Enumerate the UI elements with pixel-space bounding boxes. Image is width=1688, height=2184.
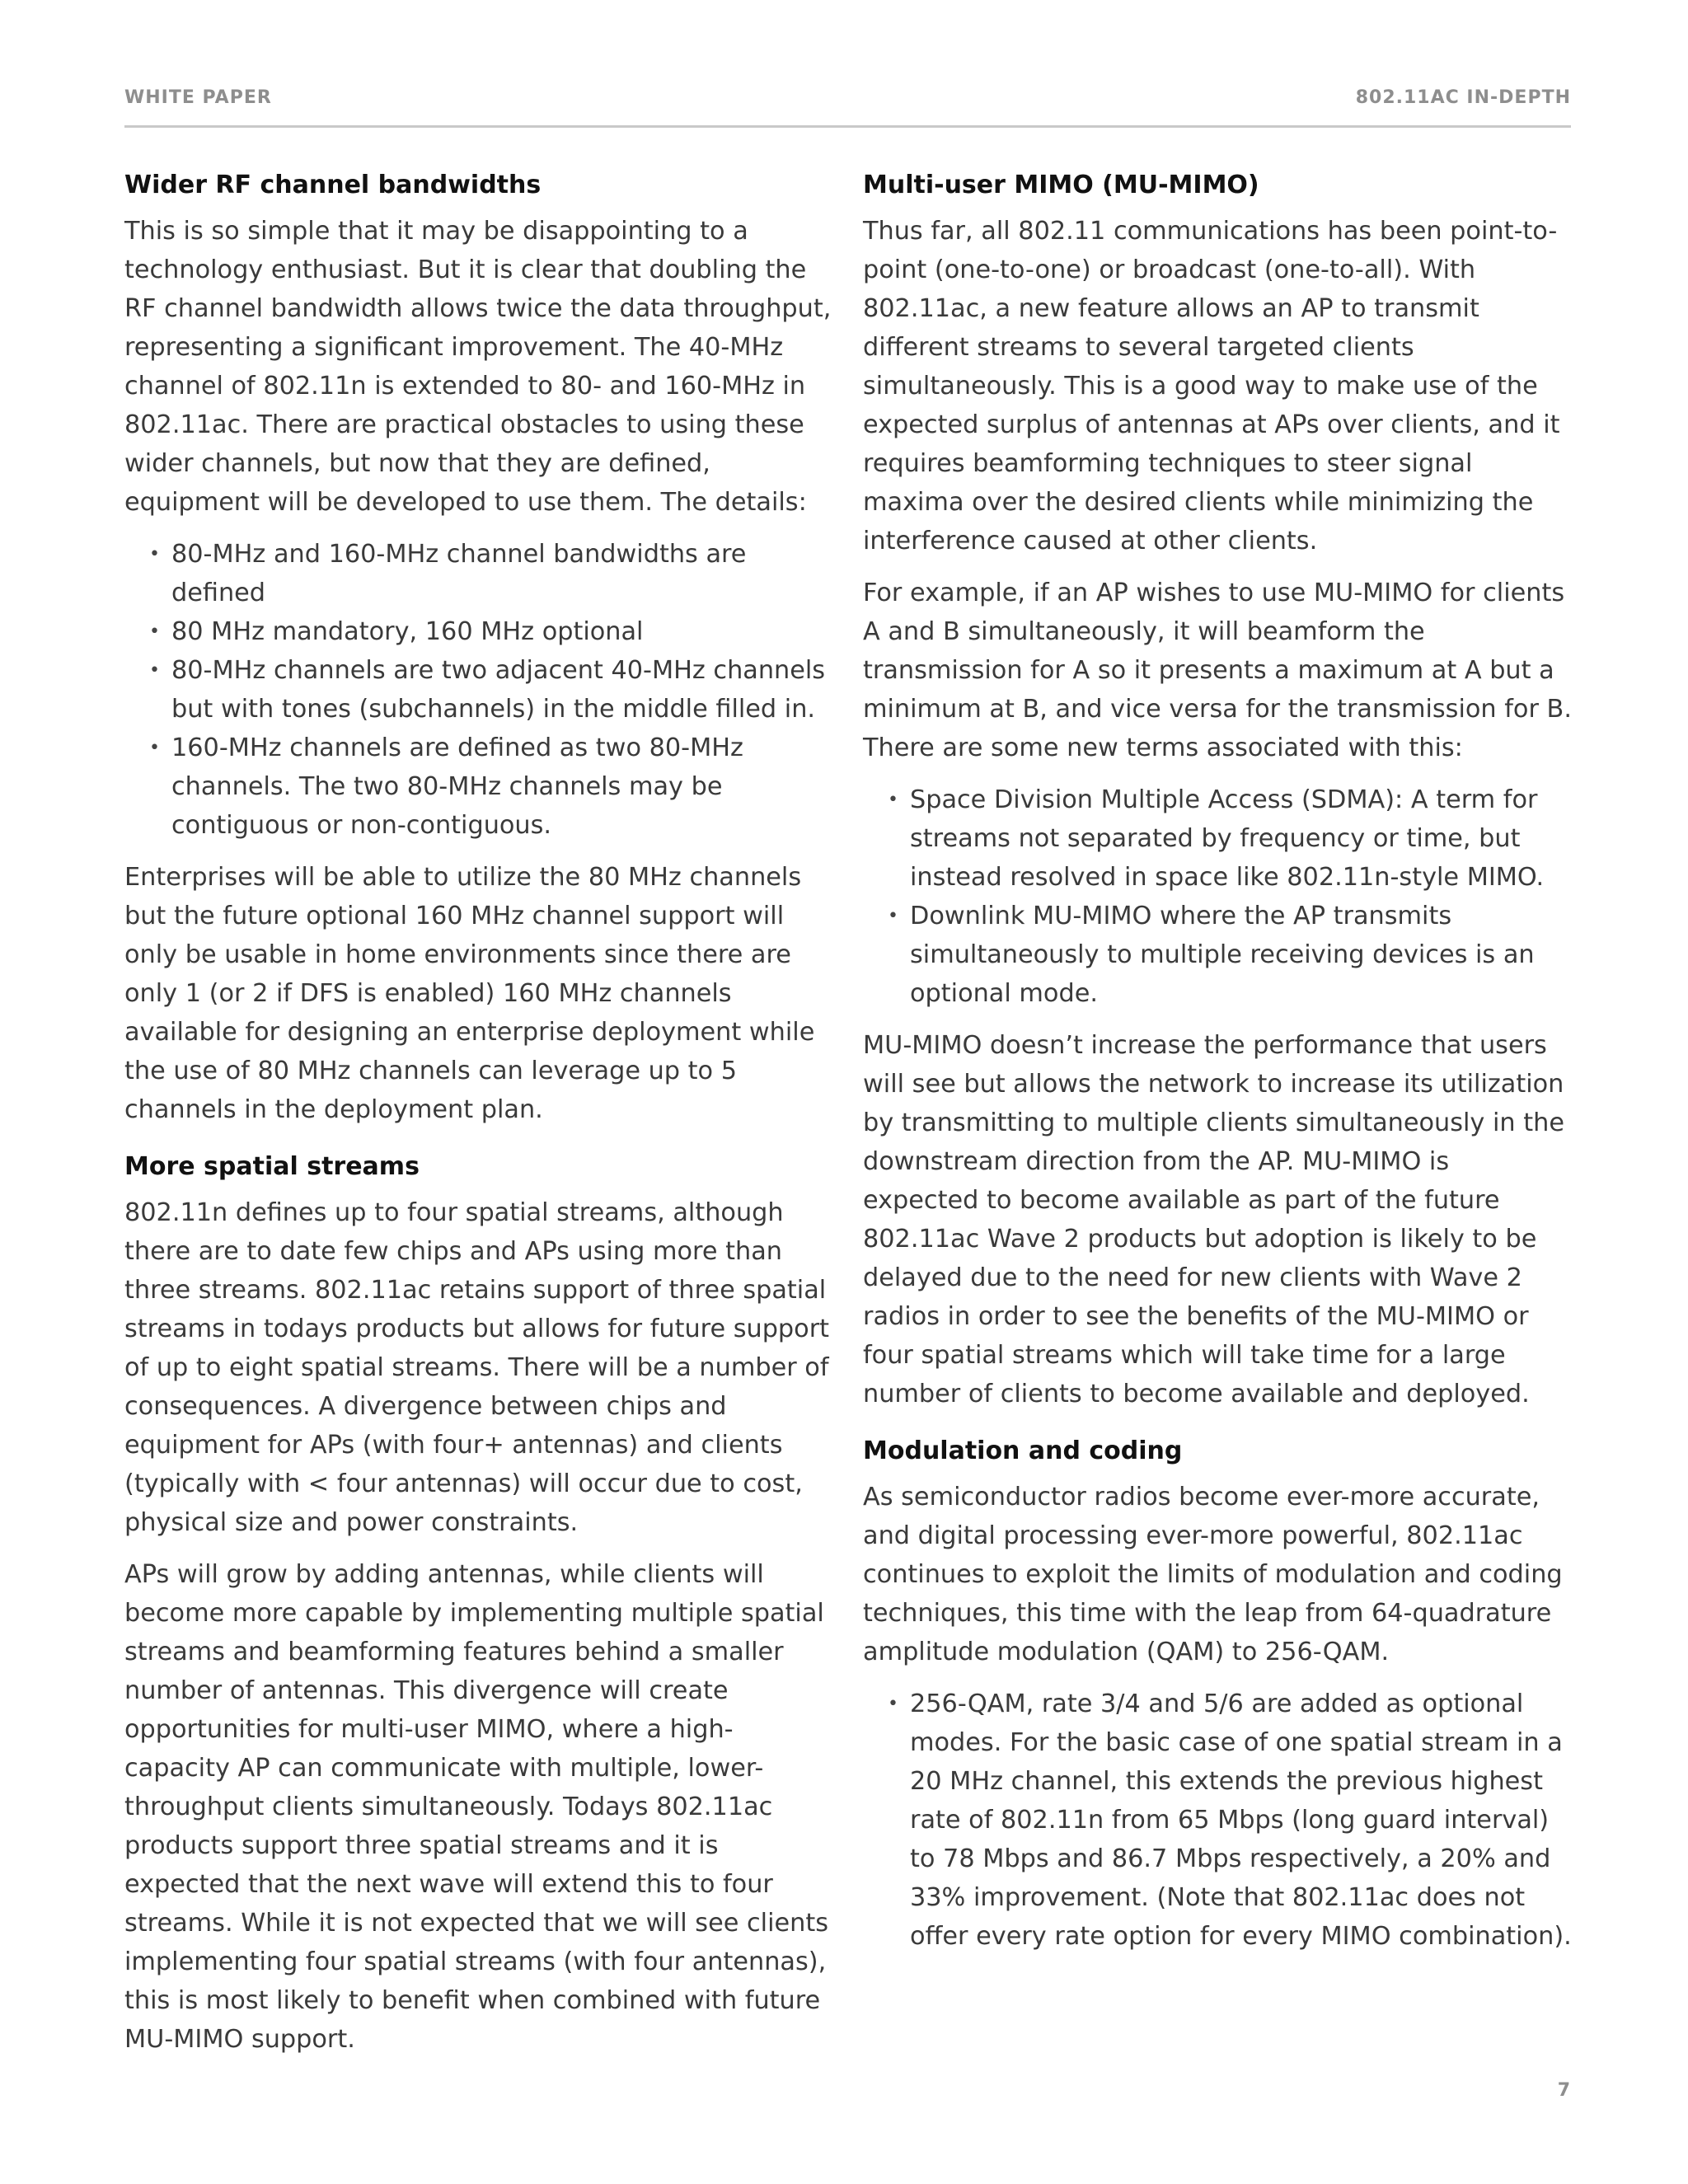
list-item: • 80 MHz mandatory, 160 MHz optional	[124, 612, 833, 651]
bullet-list	[863, 1685, 1572, 1956]
list-item: • Downlink MU-MIMO where the AP transmits simultaneously to multiple receiving devices is an optional mode.	[863, 897, 1572, 1013]
paragraph: For example, if an AP wishes to use MU-MIMO for clients A and B simultaneously, it will beamform the transmission for A so it presents a maximum at A but a minimum at B, and vice versa for the transmission for B. There are some new terms associated with this:	[863, 579, 1572, 762]
header-left-label: WHITE PAPER	[124, 87, 272, 108]
section-title-modulation: Modulation and coding	[863, 1436, 1183, 1465]
list-item: • 80-MHz channels are two adjacent 40-MHz channels but with tones (subchannels) in the middle filled in.	[124, 651, 833, 729]
list-item: • 256-QAM, rate 3/4 and 5/6 are added as optional modes. For the basic case of one spatial stream in a 20 MHz channel, this extends the previous highest rate of 802.11n from 65 Mbps (long guard interval) to 78 Mbps and 86.7 Mbps respectively, a 20% and 33% improvement. (Note that 802.11ac does not offer every rate option for every MIMO combination).	[863, 1685, 1572, 1956]
section-title-spatial-streams: More spatial streams	[124, 1152, 420, 1181]
bullet-list	[124, 535, 833, 845]
left-column	[124, 169, 833, 2072]
paragraph: Enterprises will be able to utilize the 80 MHz channels but the future optional 160 MHz channel support will only be usable in home environments since there are only 1 (or 2 if DFS is enabled) 160 MHz channels available for designing an enterprise deployment while the use of 80 MHz channels can leverage up to 5 channels in the deployment plan.	[124, 863, 815, 1124]
bullet-list	[863, 780, 1572, 1013]
paragraph: As semiconductor radios become ever-more accurate, and digital processing ever-more powerful, 802.11ac continues to exploit the limits of modulation and coding techniques, this time with the leap from 64-quadrature amplitude modulation (QAM) to 256-QAM.	[863, 1483, 1563, 1666]
paragraph: APs will grow by adding antennas, while clients will become more capable by implementing multiple spatial streams and beamforming features behind a smaller number of antennas. This divergence will create opportunities for multi-user MIMO, where a high-capacity AP can communicate with multiple, lower-throughput clients simultaneously. Todays 802.11ac products support three spatial streams and it is expected that the next wave will extend this to four streams. While it is not expected that we will see clients implementing four spatial streams (with four antennas), this is most likely to benefit when combined with future MU-MIMO support.	[124, 1560, 828, 2054]
paragraph: Thus far, all 802.11 communications has been point-to-point (one-to-one) or broadcast (one-to-all). With 802.11ac, a new feature allows an AP to transmit different streams to several targeted clients simultaneously. This is a good way to make use of the expected surplus of antennas at APs over clients, and it requires beamforming techniques to steer signal maxima over the desired clients while minimizing the interference caused at other clients.	[863, 217, 1560, 555]
header-right-label: 802.11AC IN-DEPTH	[1355, 87, 1571, 108]
list-item: • Space Division Multiple Access (SDMA): A term for streams not separated by frequency or time, but instead resolved in space like 802.11n-style MIMO.	[863, 780, 1572, 897]
paragraph: This is so simple that it may be disappointing to a technology enthusiast. But it is clear that doubling the RF channel bandwidth allows twice the data throughput, representing a significant improvement. The 40-MHz channel of 802.11n is extended to 80- and 160-MHz in 802.11ac. There are practical obstacles to using these wider channels, but now that they are defined, equipment will be developed to use them. The details:	[124, 217, 832, 517]
section-title-mu-mimo: Multi-user MIMO (MU-MIMO)	[863, 171, 1259, 199]
page-header	[124, 84, 1571, 128]
list-item: • 80-MHz and 160-MHz channel bandwidths are defined	[124, 535, 833, 612]
section-title-wider-rf: Wider RF channel bandwidths	[124, 171, 542, 199]
right-column	[863, 169, 1572, 1969]
paragraph: MU-MIMO doesn’t increase the performance that users will see but allows the network to increase its utilization by transmitting to multiple clients simultaneously in the downstream direction from the AP. MU-MIMO is expected to become available as part of the future 802.11ac Wave 2 products but adoption is likely to be delayed due to the need for new clients with Wave 2 radios in order to see the benefits of the MU-MIMO or four spatial streams which will take time for a large number of clients to become available and deployed.	[863, 1031, 1564, 1408]
list-item: • 160-MHz channels are defined as two 80-MHz channels. The two 80-MHz channels may be contiguous or non-contiguous.	[124, 729, 833, 845]
page-number: 7	[1557, 2080, 1570, 2101]
paragraph: 802.11n defines up to four spatial streams, although there are to date few chips and APs using more than three streams. 802.11ac retains support of three spatial streams in todays products but allows for future support of up to eight spatial streams. There will be a number of consequences. A divergence between chips and equipment for APs (with four+ antennas) and clients (typically with < four antennas) will occur due to cost, physical size and power constraints.	[124, 1198, 830, 1537]
